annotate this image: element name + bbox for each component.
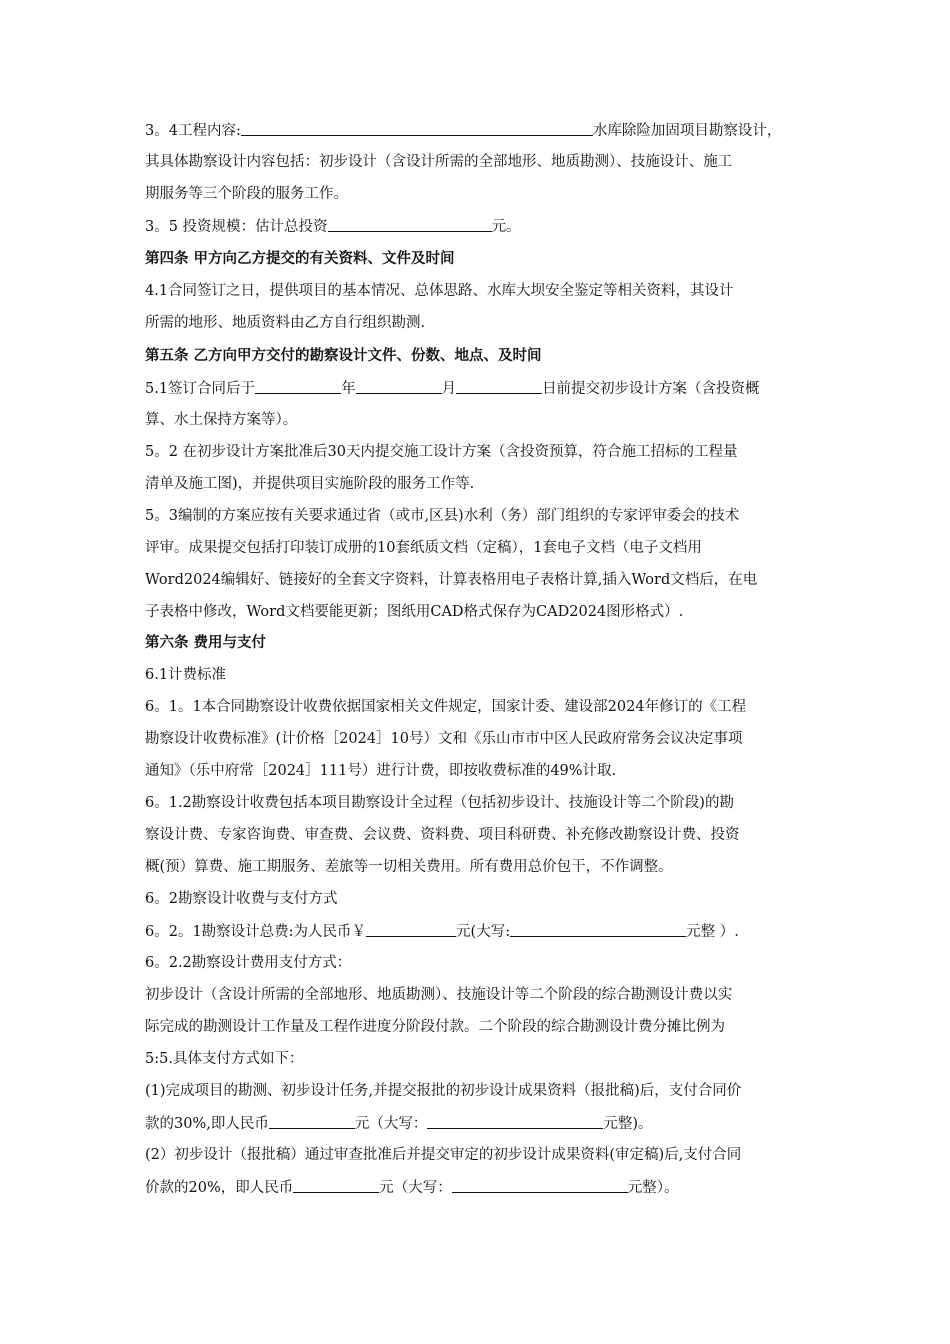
clause-3-4-label: 3。4工程内容: <box>145 123 241 139</box>
payment-2-capital-label: 元（大写： <box>379 1180 452 1196</box>
payment-1-capital-blank <box>427 1112 603 1129</box>
text-line: 子表格中修改，Word文档要能更新；图纸用CAD格式保存为CAD2024图形格式）. <box>145 604 684 620</box>
article-6-heading: 第六条 费用与支付 <box>145 634 267 651</box>
payment-2-label: 价款的20%，即人民币 <box>145 1180 294 1196</box>
payment-2-amount-blank <box>293 1176 379 1193</box>
project-name-blank <box>241 119 593 136</box>
text-line: 4.1合同签订之日，提供项目的基本情况、总体思路、水库大坝安全鉴定等相关资料，其设计 <box>145 283 734 299</box>
payment-1-unit: 元整)。 <box>603 1116 653 1132</box>
total-fee-unit: 元整 ）. <box>686 924 739 940</box>
text-line: (1)完成项目的勘测、初步设计任务,并提交报批的初步设计成果资料（报批稿)后，支付合同价 <box>145 1083 742 1099</box>
text-line: (2）初步设计（报批稿）通过审查批准后并提交审定的初步设计成果资料(审定稿)后,支付合同 <box>145 1147 742 1163</box>
total-fee-capital-blank <box>510 920 686 937</box>
clause-3-4-line-1 <box>145 119 815 141</box>
clause-6-2-1-line <box>145 920 815 942</box>
payment-2-unit: 元整）。 <box>627 1180 679 1196</box>
text-line: 所需的地形、地质资料由乙方自行组织勘测. <box>145 315 426 331</box>
article-5-heading: 第五条 乙方向甲方交付的勘察设计文件、份数、地点、及时间 <box>145 347 542 364</box>
text-line: 6。2.2勘察设计费用支付方式： <box>145 955 352 971</box>
payment-2-capital-blank <box>452 1176 628 1193</box>
month-unit: 月 <box>441 381 457 397</box>
text-line: 评审。成果提交包括打印装订成册的10套纸质文档（定稿），1套电子文档（电子文档用 <box>145 540 702 556</box>
text-line: 5。2 在初步设计方案批准后30天内提交施工设计方案（含投资预算，符合施工招标的工程量 <box>145 444 738 460</box>
text-line: 6。2勘察设计收费与支付方式 <box>145 891 338 907</box>
payment-1-label: 款的30%,即人民币 <box>145 1116 269 1132</box>
text-line: 6.1计费标准 <box>145 667 227 683</box>
month-blank <box>356 377 442 394</box>
payment-2-amount-line <box>145 1176 815 1198</box>
text-line: 通知》（乐中府常［2024］111号）进行计费，即按收费标准的49%计取. <box>145 763 617 779</box>
article-4-heading: 第四条 甲方向乙方提交的有关资料、文件及时间 <box>145 250 455 267</box>
year-unit: 年 <box>341 381 356 397</box>
clause-3-5-label: 3。5 投资规模：估计总投资 <box>145 219 328 235</box>
payment-1-amount-line <box>145 1112 815 1134</box>
text-line: 6。1。1本合同勘察设计收费依据国家相关文件规定，国家计委、建设部2024年修订的《工程 <box>145 699 747 715</box>
text-line: 清单及施工图)，并提供项目实施阶段的服务工作等. <box>145 476 475 492</box>
clause-5-1-rest: 日前提交初步设计方案（含投资概 <box>542 381 760 397</box>
text-line: 6。1.2勘察设计收费包括本项目勘察设计全过程（包括初步设计、技施设计等二个阶段)的勘 <box>145 795 734 811</box>
payment-1-capital-label: 元（大写： <box>354 1116 428 1132</box>
clause-3-5-unit: 元。 <box>491 219 521 235</box>
text-line: 概(预）算费、施工期服务、差旅等一切相关费用。所有费用总价包干，不作调整。 <box>145 859 673 875</box>
clause-3-5-line <box>145 215 815 237</box>
total-fee-label: 6。2。1勘察设计总费:为人民币￥ <box>145 924 367 940</box>
total-fee-blank <box>366 920 456 937</box>
day-blank <box>456 377 542 394</box>
clause-5-1-label: 5.1签订合同后于 <box>145 381 256 397</box>
text-line: 期服务等三个阶段的服务工作。 <box>145 186 348 202</box>
investment-amount-blank <box>328 215 492 232</box>
text-line: 初步设计（含设计所需的全部地形、地质勘测）、技施设计等二个阶段的综合勘测设计费以实 <box>145 987 733 1003</box>
text-line: 5。3编制的方案应按有关要求通过省（或市,区县)水利（务）部门组织的专家评审委会的技术 <box>145 508 740 524</box>
text-line: 际完成的勘测设计工作量及工程作进度分阶段付款。二个阶段的综合勘测设计费分摊比例为 <box>145 1019 725 1035</box>
text-line: 5:5.具体支付方式如下： <box>145 1051 304 1067</box>
clause-3-4-rest: 水库除险加固项目勘察设计， <box>592 123 782 139</box>
text-line: 察设计费、专家咨询费、审查费、会议费、资料费、项目科研费、补充修改勘察设计费、投资 <box>145 827 740 843</box>
text-line: 勘察设计收费标准》(计价格［2024］10号）文和《乐山市市中区人民政府常务会议决定事项 <box>145 731 743 747</box>
payment-1-amount-blank <box>269 1112 355 1129</box>
total-fee-capital-label: 元(大写: <box>456 924 511 940</box>
text-line: 算、水土保持方案等）。 <box>145 412 298 428</box>
year-blank <box>255 377 341 394</box>
text-line: Word2024编辑好、链接好的全套文字资料，计算表格用电子表格计算,插入Word文档后，在电 <box>145 572 758 588</box>
text-line: 其具体勘察设计内容包括：初步设计（含设计所需的全部地形、地质勘测）、技施设计、施工 <box>145 154 733 170</box>
clause-5-1-line-1 <box>145 377 815 399</box>
